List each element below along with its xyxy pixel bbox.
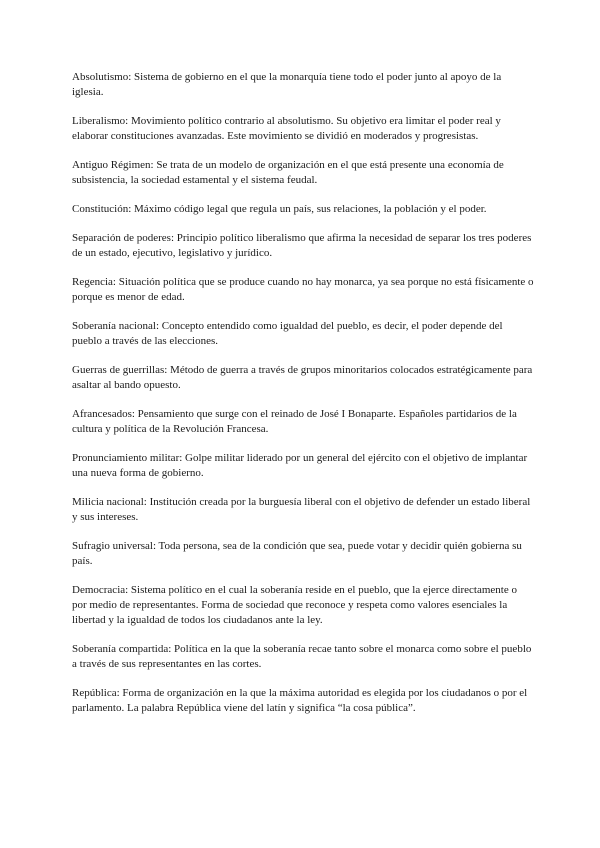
definition-absolutismo: Absolutismo: Sistema de gobierno en el que la monarquía tiene todo el poder junto al apoyo de la iglesia. <box>72 71 502 98</box>
definition-democracia: Democracia: Sistema político en el cual la soberanía reside en el pueblo, que la ejerce directamente o por medio de representantes. Forma de sociedad que reconoce y respeta como valores esenciales la libertad y la igualdad de todos los ciudadanos ante la ley. <box>72 584 517 626</box>
definition-soberania-nacional: Soberanía nacional: Concepto entendido como igualdad del pueblo, es decir, el poder depende del pueblo a través de las elecciones. <box>72 320 503 347</box>
definition-constitucion: Constitución: Máximo código legal que regula un país, sus relaciones, la población y el poder. <box>72 203 487 215</box>
definition-separacion-de-poderes: Separación de poderes: Principio político liberalismo que afirma la necesidad de separar los tres poderes de un estado, ejecutivo, legislativo y jurídico. <box>72 232 532 259</box>
definition-sufragio-universal: Sufragio universal: Toda persona, sea de la condición que sea, puede votar y decidir quién gobierna su país. <box>72 540 522 567</box>
document-page <box>72 70 534 730</box>
definition-liberalismo: Liberalismo: Movimiento político contrario al absolutismo. Su objetivo era limitar el poder real y elaborar constituciones avanzadas. Este movimiento se dividió en moderados y progresistas. <box>72 115 501 142</box>
definition-afrancesados: Afrancesados: Pensamiento que surge con el reinado de José I Bonaparte. Españoles partidarios de la cultura y política de la Revolución Francesa. <box>72 408 517 435</box>
definition-republica: República: Forma de organización en la que la máxima autoridad es elegida por los ciudadanos o por el parlamento. La palabra República viene del latín y significa “la cosa pública”. <box>72 687 528 714</box>
definition-guerras-de-guerrillas: Guerras de guerrillas: Método de guerra a través de grupos minoritarios colocados estratégicamente para asaltar al bando opuesto. <box>72 364 533 391</box>
definition-pronunciamiento-militar: Pronunciamiento militar: Golpe militar liderado por un general del ejército con el objetivo de implantar una nueva forma de gobierno. <box>72 452 528 479</box>
definition-regencia: Regencia: Situación política que se produce cuando no hay monarca, ya sea porque no está físicamente o porque es menor de edad. <box>72 276 534 303</box>
definition-soberania-compartida: Soberanía compartida: Política en la que la soberanía recae tanto sobre el monarca como sobre el pueblo a través de sus representantes en las cortes. <box>72 643 532 670</box>
definition-milicia-nacional: Milicia nacional: Institución creada por la burguesía liberal con el objetivo de defender un estado liberal y sus intereses. <box>72 496 531 523</box>
definition-antiguo-regimen: Antiguo Régimen: Se trata de un modelo de organización en el que está presente una economía de subsistencia, la sociedad estamental y el sistema feudal. <box>72 159 504 186</box>
